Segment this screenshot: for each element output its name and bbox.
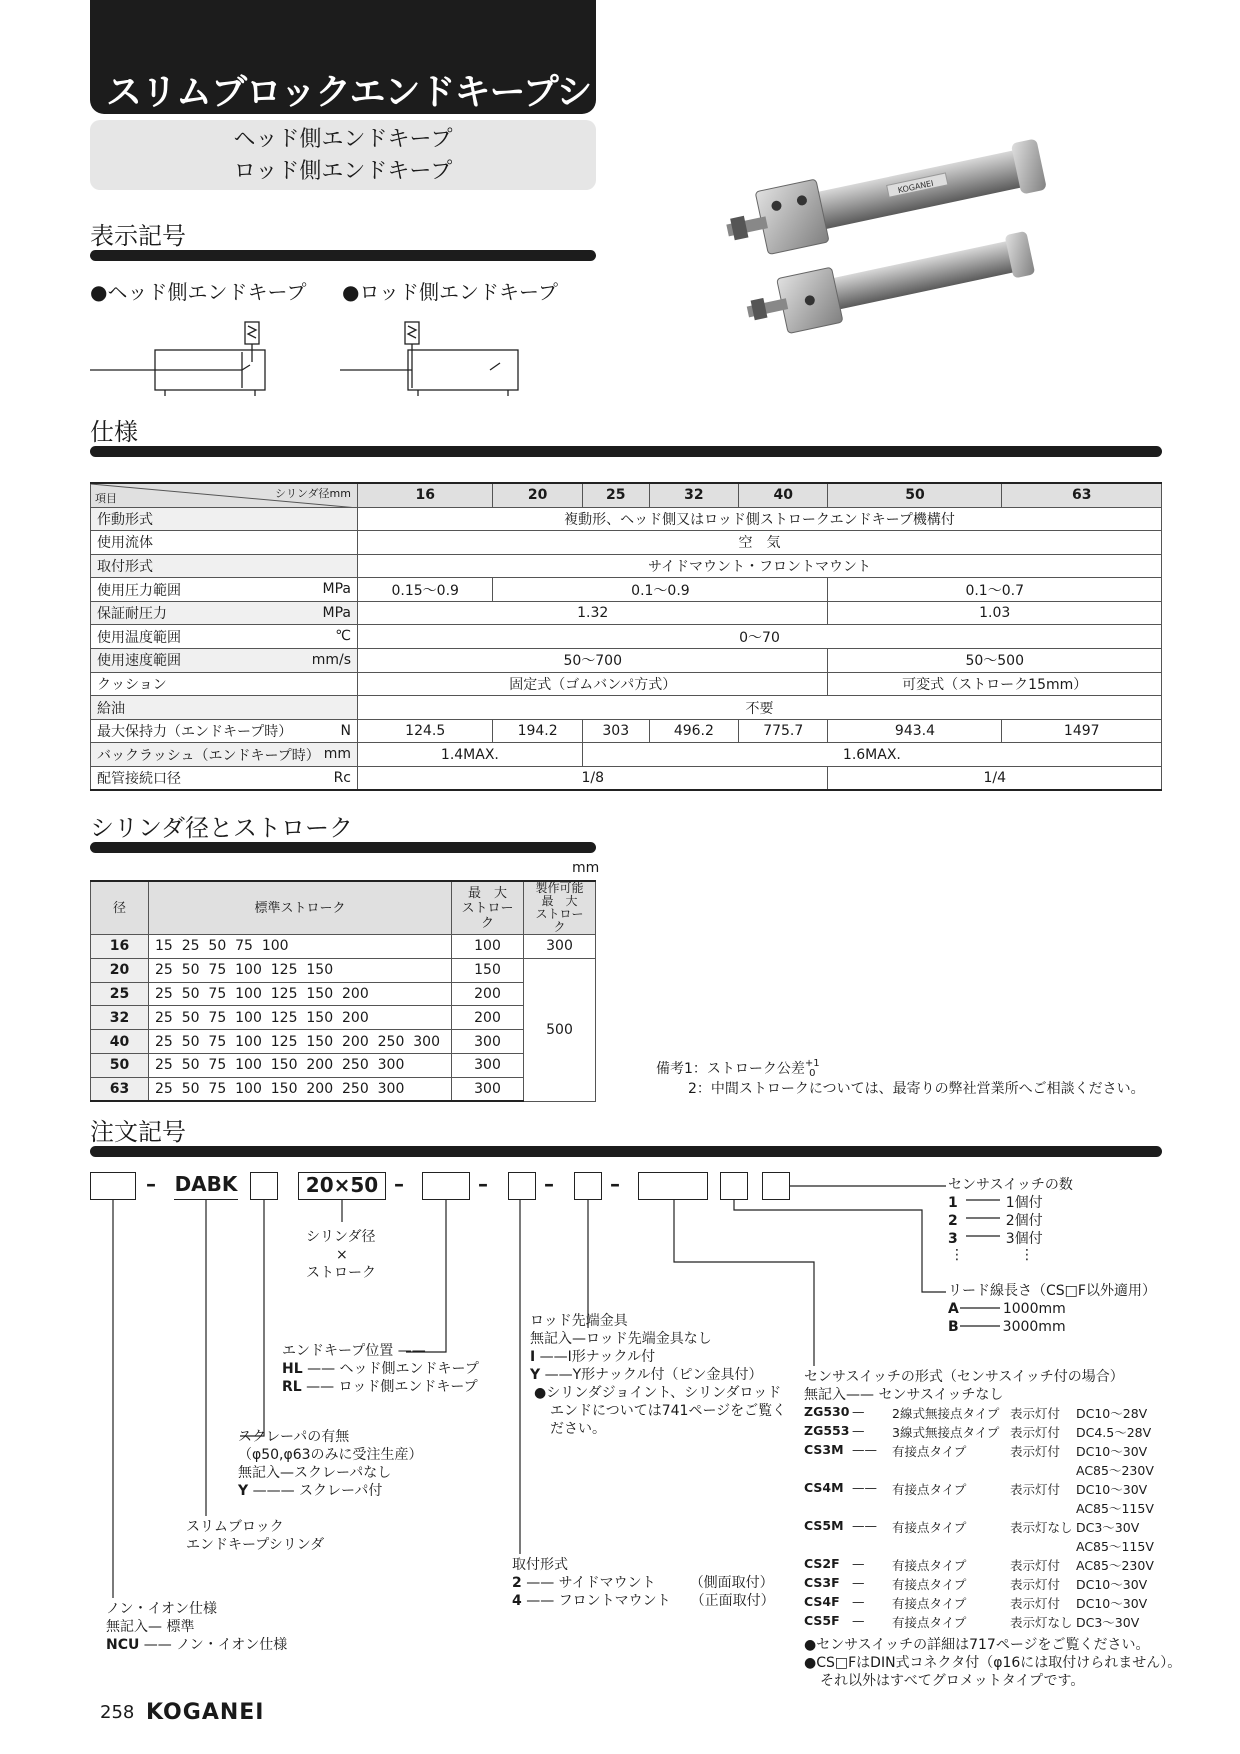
lead-item: A 1000mm: [948, 1301, 1066, 1317]
spec-value: 50〜500: [828, 649, 1162, 673]
spec-value: 194.2: [493, 719, 582, 743]
stroke-row: 32 25 50 75 100 125 150 200 200: [91, 1006, 596, 1030]
spec-bore-63: 63: [1002, 483, 1162, 507]
sensor-qty-dots: ⋮: [950, 1247, 964, 1263]
sensor-type-list: [804, 1404, 1164, 1632]
stroke-h-std: 標準ストローク: [149, 881, 452, 935]
spec-value: 0.1〜0.7: [828, 578, 1162, 602]
spec-label: 保証耐圧力 MPa: [91, 601, 358, 625]
bore-stroke-label: ストローク: [306, 1265, 376, 1281]
spec-label: 最大保持力（エンドキープ時） N: [91, 719, 358, 743]
rodend-item: Y ——Y形ナックル付（ピン金具付）: [530, 1367, 763, 1383]
stroke-row: 40 25 50 75 100 125 150 200 250 300 300: [91, 1030, 596, 1054]
stroke-h-mfg: 製作可能 最 大 ストローク: [524, 881, 596, 935]
sensor-type-none: 無記入—— センサスイッチなし: [804, 1387, 1004, 1403]
stroke-mfg-merged: 500: [524, 958, 596, 1101]
rodend-note: エンドについては741ページをご覧く: [550, 1403, 787, 1419]
scraper-item: 無記入—スクレーパなし: [238, 1465, 392, 1481]
spec-value: 1.6MAX.: [582, 743, 1161, 767]
spec-value: 1.32: [358, 601, 828, 625]
stroke-note-1: 備考1：ストローク公差 +1 0: [656, 1058, 820, 1079]
bore-stroke-label: シリンダ径: [306, 1229, 376, 1245]
rodend-title: ロッド先端金具: [530, 1313, 628, 1329]
spec-value: 124.5: [358, 719, 493, 743]
spec-bore-20: 20: [493, 483, 582, 507]
order-dash: –: [394, 1172, 404, 1196]
spec-label: クッション: [91, 672, 358, 696]
spec-label: 使用流体: [91, 531, 358, 555]
spec-label: バックラッシュ（エンドキープ時） mm: [91, 743, 358, 767]
order-section-title: 注文記号: [90, 1118, 186, 1146]
spec-bore-50: 50: [828, 483, 1002, 507]
sensor-qty-title: センサスイッチの数: [948, 1177, 1073, 1193]
spec-label: 使用速度範囲 mm/s: [91, 649, 358, 673]
stroke-section-title: シリンダ径とストローク: [90, 814, 354, 842]
symbols-section-title: 表示記号: [90, 222, 186, 250]
stroke-row: 50 25 50 75 100 150 200 250 300 300: [91, 1053, 596, 1077]
spec-bore-25: 25: [582, 483, 649, 507]
bore-stroke-label: ×: [336, 1247, 348, 1263]
scraper-item: Y ——— スクレーパ付: [238, 1483, 383, 1499]
stroke-note-2: 2：中間ストロークについては、最寄りの弊社営業所へご相談ください。: [688, 1081, 1145, 1097]
sensor-type-row: CS4F — 有接点タイプ 表示灯付 DC10〜30V: [804, 1594, 1148, 1611]
scraper-sub: （φ50,φ63のみに受注生産）: [238, 1447, 423, 1463]
sensor-qty-dots: ⋮: [1020, 1247, 1034, 1263]
keep-item: RL —— ロッド側エンドキープ: [282, 1379, 478, 1395]
nonion-item: 無記入— 標準: [106, 1619, 195, 1635]
stroke-h-max: 最 大 ストローク: [452, 881, 524, 935]
stroke-row: 25 25 50 75 100 125 150 200 200: [91, 982, 596, 1006]
sensor-type-row: AC85〜115V: [1076, 1501, 1154, 1516]
spec-value: 不要: [358, 696, 1162, 720]
order-dash: –: [478, 1172, 488, 1196]
order-dash: –: [544, 1172, 554, 1196]
subtitle-head: ヘッド側エンドキープ: [233, 127, 453, 152]
sensor-type-row: CS3M —— 有接点タイプ 表示灯付 DC10〜30V: [804, 1442, 1148, 1459]
scraper-title: スクレーパの有無: [238, 1429, 350, 1445]
spec-label: 給油: [91, 696, 358, 720]
sensor-type-row: AC85〜115V: [1076, 1539, 1154, 1554]
sensor-type-row: CS5M —— 有接点タイプ 表示灯なし DC3〜30V: [804, 1518, 1140, 1535]
sensor-type-note: ●CS□FはDIN式コネクタ付（φ16には取付けられません）。: [804, 1655, 1182, 1671]
brand-logo: KOGANEI: [146, 1700, 265, 1725]
spec-value: 固定式（ゴムバンパ方式）: [358, 672, 828, 696]
spec-label: 使用圧力範囲 MPa: [91, 578, 358, 602]
spec-value: 0.15〜0.9: [358, 578, 493, 602]
sensor-type-row: ZG553 — 3線式無接点タイプ 表示灯付 DC4.5〜28V: [804, 1423, 1152, 1440]
mount-item: 2 —— サイドマウント （側面取付）: [512, 1575, 774, 1591]
spec-label: 配管接続口径 Rc: [91, 767, 358, 791]
keep-title: エンドキープ位置 ——: [282, 1343, 426, 1359]
nonion-title: ノン・イオン仕様: [106, 1601, 218, 1617]
sensor-type-row: ZG530 — 2線式無接点タイプ 表示灯付 DC10〜28V: [804, 1404, 1148, 1421]
spec-bore-16: 16: [358, 483, 493, 507]
spec-label: 取付形式: [91, 554, 358, 578]
spec-value: 943.4: [828, 719, 1002, 743]
sensor-type-row: CS3F — 有接点タイプ 表示灯付 DC10〜30V: [804, 1575, 1148, 1592]
spec-value: 50〜700: [358, 649, 828, 673]
sensor-type-row: CS4M —— 有接点タイプ 表示灯付 DC10〜30V: [804, 1480, 1148, 1497]
keep-item: HL —— ヘッド側エンドキープ: [282, 1361, 479, 1377]
spec-value: 1.4MAX.: [358, 743, 583, 767]
spec-value: 496.2: [649, 719, 738, 743]
page-title: スリムブロックエンドキープシ: [106, 72, 592, 113]
sensor-qty-item: 2 2個付: [948, 1213, 1043, 1229]
spec-value: サイドマウント・フロントマウント: [358, 554, 1162, 578]
spec-label: 作動形式: [91, 507, 358, 531]
spec-bore-40: 40: [739, 483, 828, 507]
spec-value: 0〜70: [358, 625, 1162, 649]
rodend-item: 無記入—ロッド先端金具なし: [530, 1331, 712, 1347]
spec-value: 1/4: [828, 767, 1162, 791]
mount-title: 取付形式: [512, 1557, 568, 1573]
spec-value: 1/8: [358, 767, 828, 791]
sensor-type-note: それ以外はすべてグロメットタイプです。: [820, 1673, 1085, 1689]
order-model: DABK: [174, 1172, 238, 1200]
stroke-row: 63 25 50 75 100 150 200 250 300 300: [91, 1077, 596, 1101]
sensor-type-row: CS2F — 有接点タイプ 表示灯付 AC85〜230V: [804, 1556, 1154, 1573]
sensor-type-row: CS5F — 有接点タイプ 表示灯なし DC3〜30V: [804, 1613, 1140, 1630]
spec-value: 1497: [1002, 719, 1162, 743]
order-dash: –: [146, 1172, 156, 1196]
sensor-type-title: センサスイッチの形式（センサスイッチ付の場合）: [804, 1369, 1124, 1385]
lead-title: リード線長さ（CS□F以外適用）: [948, 1283, 1156, 1299]
spec-corner-item: 項目: [95, 491, 117, 505]
lead-item: B 3000mm: [948, 1319, 1066, 1335]
spec-value: 1.03: [828, 601, 1162, 625]
series-label: スリムブロック: [186, 1519, 284, 1535]
series-label: エンドキープシリンダ: [186, 1537, 325, 1553]
stroke-row: 16 15 25 50 75 100 100 300: [91, 935, 596, 959]
photo-brand-label: KOGANEI: [897, 178, 935, 196]
spec-value: 空 気: [358, 531, 1162, 555]
stroke-h-bore: 径: [91, 881, 149, 935]
rodend-item: I ——I形ナックル付: [530, 1349, 656, 1365]
spec-value: 複動形、ヘッド側又はロッド側ストロークエンドキープ機構付: [358, 507, 1162, 531]
spec-label: 使用温度範囲 ℃: [91, 625, 358, 649]
spec-value: 0.1〜0.9: [493, 578, 828, 602]
symbol-head-label: ●ヘッド側エンドキープ: [90, 280, 307, 304]
spec-bore-32: 32: [649, 483, 738, 507]
stroke-row: 20 25 50 75 100 125 150 150 500: [91, 958, 596, 982]
nonion-item: NCU —— ノン・イオン仕様: [106, 1637, 288, 1653]
stroke-unit: mm: [572, 860, 600, 876]
rodend-note: ●シリンダジョイント、シリンダロッド: [534, 1385, 782, 1401]
order-dash: –: [610, 1172, 620, 1196]
sensor-type-row: AC85〜230V: [1076, 1463, 1154, 1478]
rodend-note: ださい。: [550, 1421, 606, 1437]
spec-corner-bore: シリンダ径mm: [275, 487, 351, 500]
sensor-qty-item: 3 3個付: [948, 1231, 1043, 1247]
subtitle-rod: ロッド側エンドキープ: [233, 159, 453, 184]
mount-item: 4 —— フロントマウント （正面取付）: [512, 1593, 775, 1609]
spec-section-title: 仕様: [90, 418, 138, 446]
page-number: 258: [100, 1702, 135, 1723]
sensor-qty-item: 1 1個付: [948, 1195, 1043, 1211]
spec-value: 775.7: [739, 719, 828, 743]
spec-value: 303: [582, 719, 649, 743]
spec-value: 可変式（ストローク15mm）: [828, 672, 1162, 696]
sensor-type-note: ●センサスイッチの詳細は717ページをご覧ください。: [804, 1637, 1150, 1653]
order-box-bore-stroke: 20×50: [298, 1172, 386, 1200]
symbol-rod-label: ●ロッド側エンドキープ: [342, 280, 559, 304]
